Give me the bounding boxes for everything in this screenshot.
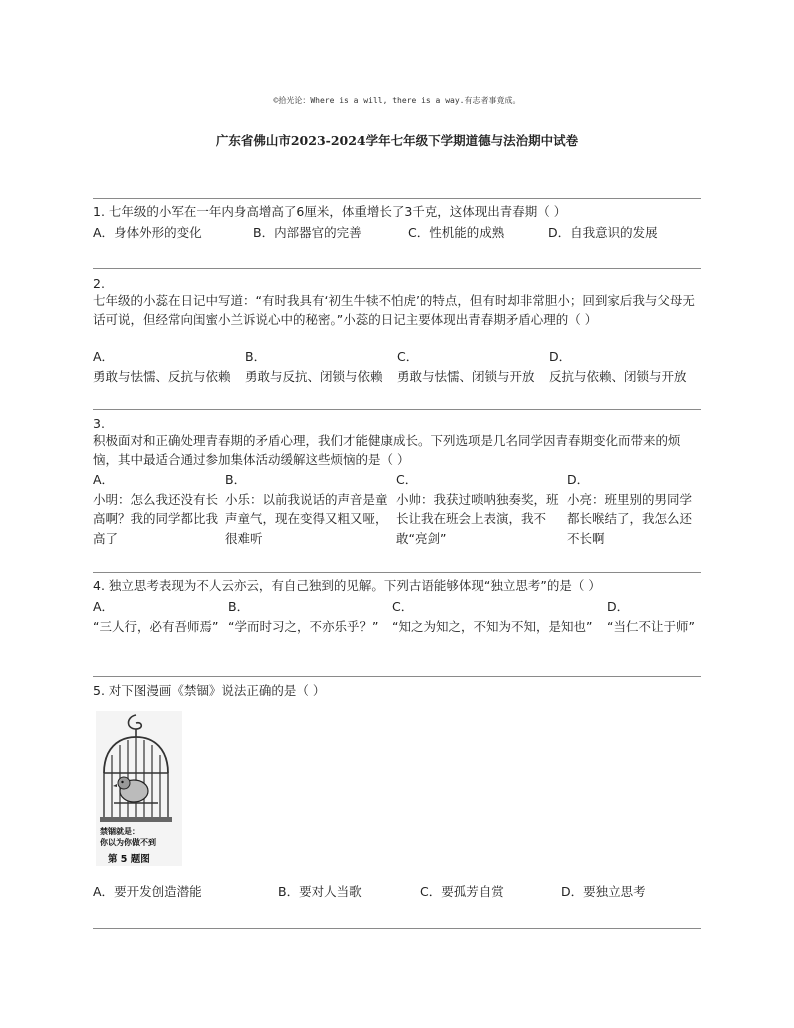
option-text: 勇敢与怯懦、反抗与依赖 [93, 368, 231, 384]
question-4-option-c[interactable] [392, 597, 606, 636]
option-text: 小明：怎么我还没有长高啊？我的同学都比我高了 [93, 491, 219, 546]
question-2-stem: 七年级的小蕊在日记中写道：“有时我具有‘初生牛犊不怕虎’的特点，但有时却非常胆小；回到家后我与父母无话可说，但经常向闺蜜小兰诉说心中的秘密。”小蕊的日记主要体现出青春期矛盾心理的（ ） [93, 293, 695, 327]
option-text: 勇敢与怯懦、闭锁与开放 [397, 368, 535, 384]
question-1-option-d[interactable] [548, 223, 658, 242]
question-3-stem: 积极面对和正确处理青春期的矛盾心理，我们才能健康成长。下列选项是几名同学因青春期变化而带来的烦恼，其中最适合通过参加集体活动缓解这些烦恼的是（ ） [93, 433, 681, 467]
option-letter: D． [607, 599, 630, 614]
option-text: 要独立思考 [583, 884, 646, 899]
option-letter: A． [93, 884, 115, 899]
question-5-option-b[interactable] [278, 882, 362, 901]
figure-label: 第 5 题图 [108, 854, 150, 865]
option-letter: D． [561, 884, 584, 899]
option-letter: B． [225, 472, 247, 487]
option-text: “三人行，必有吾师焉” [93, 618, 219, 634]
question-2-option-b[interactable] [245, 347, 397, 386]
option-text: “知之为知之，不知为不知，是知也” [392, 618, 593, 634]
question-3-number: 3. [93, 416, 105, 431]
question-4-option-a[interactable] [93, 597, 228, 636]
option-letter: A． [93, 225, 115, 240]
option-text: 要孤芳自赏 [441, 884, 504, 899]
header-motto: ©拾光论：Where is a will, there is a way.有志者事竟成。 [273, 96, 521, 105]
option-text: 要对人当歌 [299, 884, 362, 899]
question-1-stem: 1. 七年级的小军在一年内身高增高了6厘米，体重增长了3千克，这体现出青春期（ ） [93, 204, 567, 219]
question-3-option-b[interactable] [225, 470, 391, 548]
divider [93, 676, 701, 677]
question-2-option-a[interactable] [93, 347, 245, 386]
question-1-option-a[interactable] [93, 223, 202, 242]
option-letter: A． [93, 599, 115, 614]
question-2-option-c[interactable] [397, 347, 549, 386]
option-letter: B． [253, 225, 275, 240]
option-letter: A． [93, 472, 115, 487]
option-letter: C． [392, 599, 414, 614]
option-text: 小亮：班里别的男同学都长喉结了，我怎么还不长啊 [567, 491, 693, 546]
option-letter: B． [278, 884, 300, 899]
question-4-option-d[interactable] [607, 597, 701, 636]
option-letter: C． [420, 884, 442, 899]
option-text: “学而时习之，不亦乐乎？” [228, 618, 379, 634]
question-1-option-b[interactable] [253, 223, 362, 242]
birdcage-icon [96, 711, 182, 866]
divider [93, 572, 701, 573]
figure-caption-line2: 你以为你做不到 [100, 838, 156, 847]
option-letter: C． [397, 349, 419, 364]
option-text: 小帅：我获过唢呐独奏奖，班长让我在班会上表演，我不敢“亮剑” [396, 491, 559, 546]
question-2-option-d[interactable] [549, 347, 701, 386]
question-5-stem: 5. 对下图漫画《禁锢》说法正确的是（ ） [93, 683, 326, 698]
option-letter: C． [396, 472, 418, 487]
option-letter: D． [548, 225, 571, 240]
option-letter: D． [549, 349, 572, 364]
option-letter: A． [93, 349, 115, 364]
option-letter: D． [567, 472, 590, 487]
question-1-option-c[interactable] [408, 223, 504, 242]
page-title: 广东省佛山市2023-2024学年七年级下学期道德与法治期中试卷 [215, 133, 579, 148]
question-4-option-b[interactable] [228, 597, 391, 636]
divider [93, 928, 701, 929]
question-1-options [93, 223, 701, 243]
option-text: 小乐：以前我说话的声音是童声童气，现在变得又粗又哑，很难听 [225, 491, 388, 546]
question-5-options [93, 882, 701, 902]
option-text: 反抗与依赖、闭锁与开放 [549, 368, 687, 384]
option-text: 性机能的成熟 [429, 225, 505, 240]
cartoon-birdcage-figure [96, 711, 182, 866]
divider [93, 198, 701, 199]
figure-caption-line1: 禁锢就是： [100, 827, 140, 836]
question-2-number: 2. [93, 276, 105, 291]
question-3-option-d[interactable] [567, 470, 701, 548]
question-5-option-c[interactable] [420, 882, 504, 901]
option-letter: B． [228, 599, 250, 614]
option-text: 身体外形的变化 [114, 225, 202, 240]
question-5-option-a[interactable] [93, 882, 202, 901]
option-text: 内部器官的完善 [274, 225, 362, 240]
option-letter: B． [245, 349, 267, 364]
option-text: 勇敢与反抗、闭锁与依赖 [245, 368, 383, 384]
divider [93, 409, 701, 410]
option-letter: C． [408, 225, 430, 240]
question-5-option-d[interactable] [561, 882, 646, 901]
question-3-option-c[interactable] [396, 470, 562, 548]
question-3-option-a[interactable] [93, 470, 219, 548]
question-4-stem: 4. 独立思考表现为不人云亦云，有自己独到的见解。下列古语能够体现“独立思考”的是（ ） [93, 578, 601, 593]
option-text: “当仁不让于师” [607, 618, 695, 634]
divider [93, 268, 701, 269]
option-text: 要开发创造潜能 [114, 884, 202, 899]
option-text: 自我意识的发展 [570, 225, 658, 240]
